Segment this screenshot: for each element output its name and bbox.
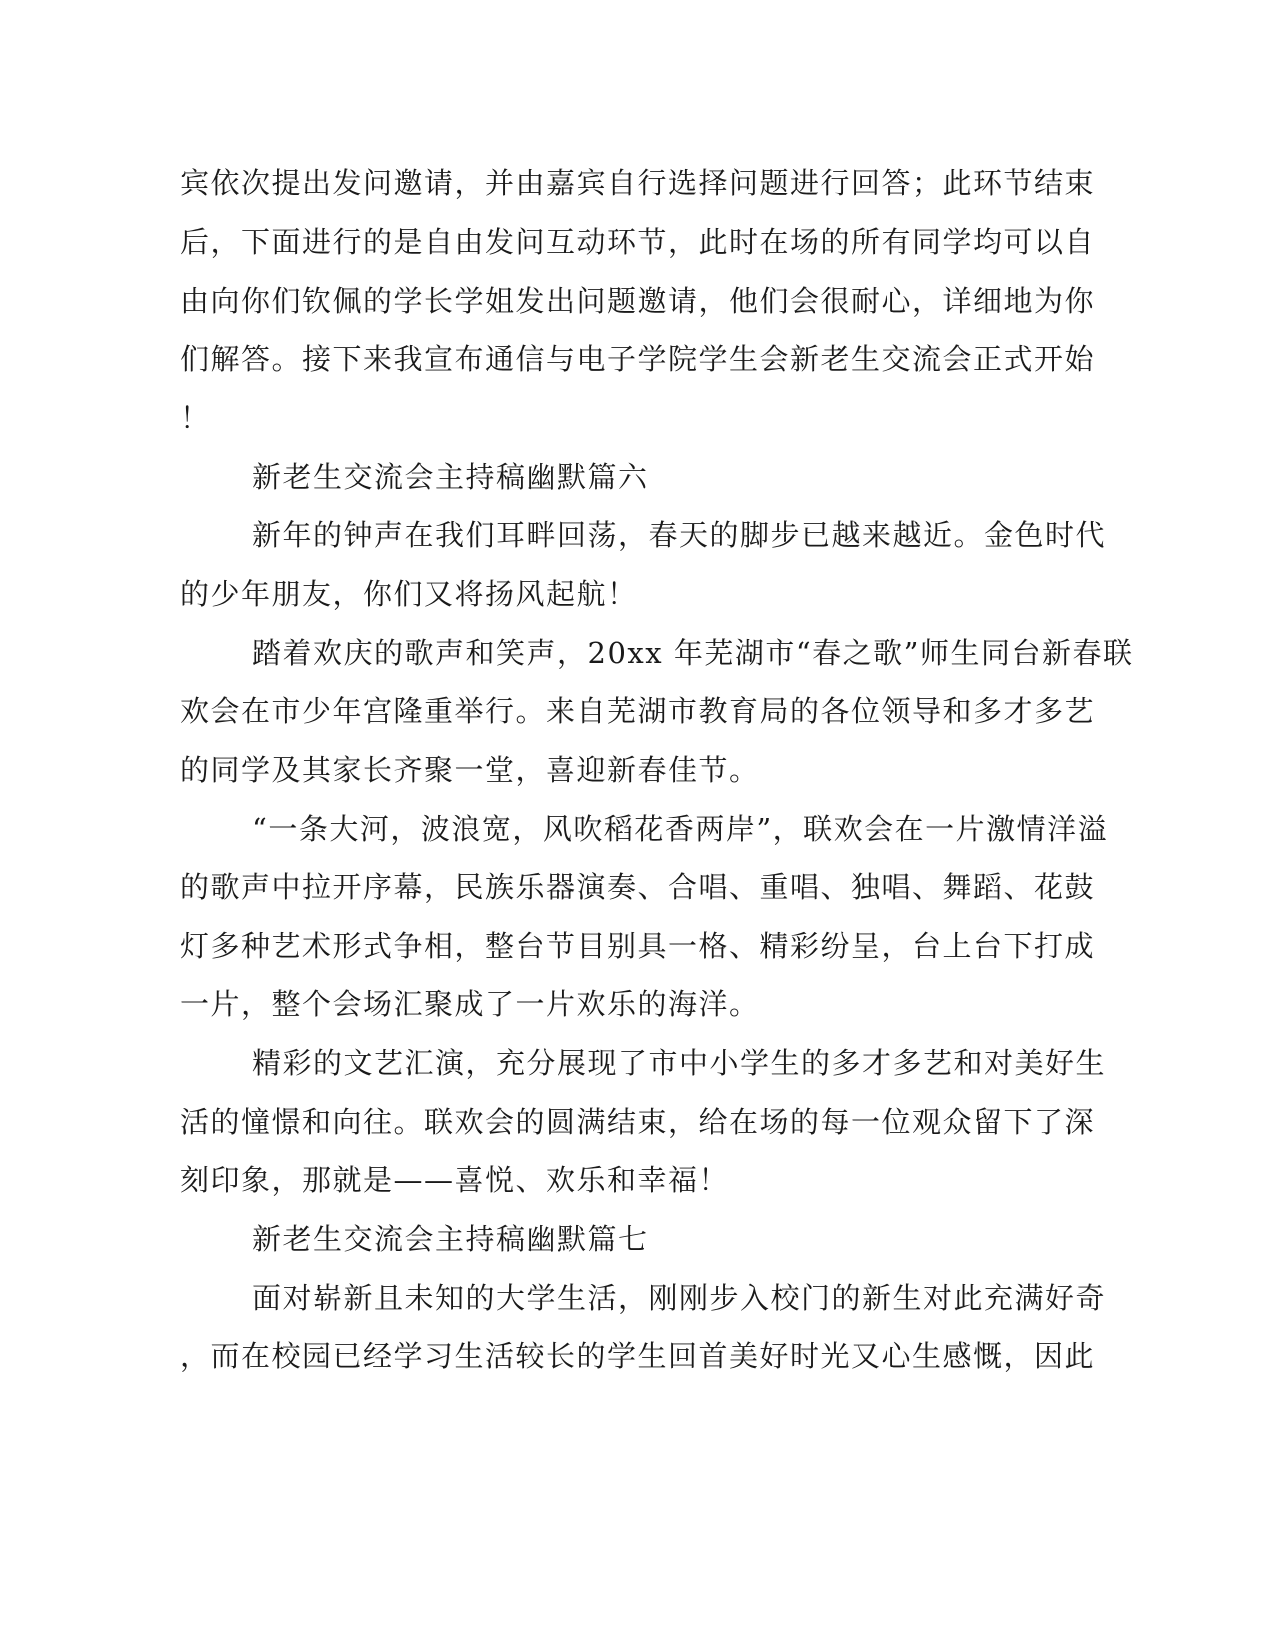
section-heading: 新老生交流会主持稿幽默篇六 bbox=[252, 460, 649, 494]
text-line: 的同学及其家长齐聚一堂，喜迎新春佳节。 bbox=[180, 753, 760, 787]
text-line: 新年的钟声在我们耳畔回荡，春天的脚步已越来越近。金色时代 bbox=[252, 518, 1107, 552]
text-line: 的歌声中拉开序幕，民族乐器演奏、合唱、重唱、独唱、舞蹈、花鼓 bbox=[180, 870, 1096, 904]
text-line: 灯多种艺术形式争相，整台节目别具一格、精彩纷呈，台上台下打成 bbox=[180, 929, 1096, 963]
text-line: ！ bbox=[180, 401, 211, 435]
text-line: 精彩的文艺汇演，充分展现了市中小学生的多才多艺和对美好生 bbox=[252, 1046, 1107, 1080]
text-line: 由向你们钦佩的学长学姐发出问题邀请，他们会很耐心，详细地为你 bbox=[180, 284, 1096, 318]
section-heading: 新老生交流会主持稿幽默篇七 bbox=[252, 1222, 649, 1256]
text-line: 面对崭新且未知的大学生活，刚刚步入校门的新生对此充满好奇 bbox=[252, 1281, 1107, 1315]
text-line: ，而在校园已经学习生活较长的学生回首美好时光又心生感慨，因此 bbox=[180, 1339, 1096, 1373]
text-line: 的少年朋友，你们又将扬风起航！ bbox=[180, 577, 638, 611]
text-line: 踏着欢庆的歌声和笑声，20xx 年芜湖市“春之歌”师生同台新春联 bbox=[252, 636, 1134, 670]
text-line: 欢会在市少年宫隆重举行。来自芜湖市教育局的各位领导和多才多艺 bbox=[180, 694, 1096, 728]
text-line: 一片，整个会场汇聚成了一片欢乐的海洋。 bbox=[180, 987, 760, 1021]
text-line: 刻印象，那就是——喜悦、欢乐和幸福！ bbox=[180, 1163, 730, 1197]
text-line: “一条大河，波浪宽，风吹稻花香两岸”，联欢会在一片激情洋溢 bbox=[252, 812, 1109, 846]
text-line: 后，下面进行的是自由发问互动环节，此时在场的所有同学均可以自 bbox=[180, 225, 1096, 259]
text-line: 们解答。接下来我宣布通信与电子学院学生会新老生交流会正式开始 bbox=[180, 342, 1096, 376]
text-line: 活的憧憬和向往。联欢会的圆满结束，给在场的每一位观众留下了深 bbox=[180, 1105, 1096, 1139]
text-line: 宾依次提出发问邀请，并由嘉宾自行选择问题进行回答；此环节结束 bbox=[180, 166, 1096, 200]
